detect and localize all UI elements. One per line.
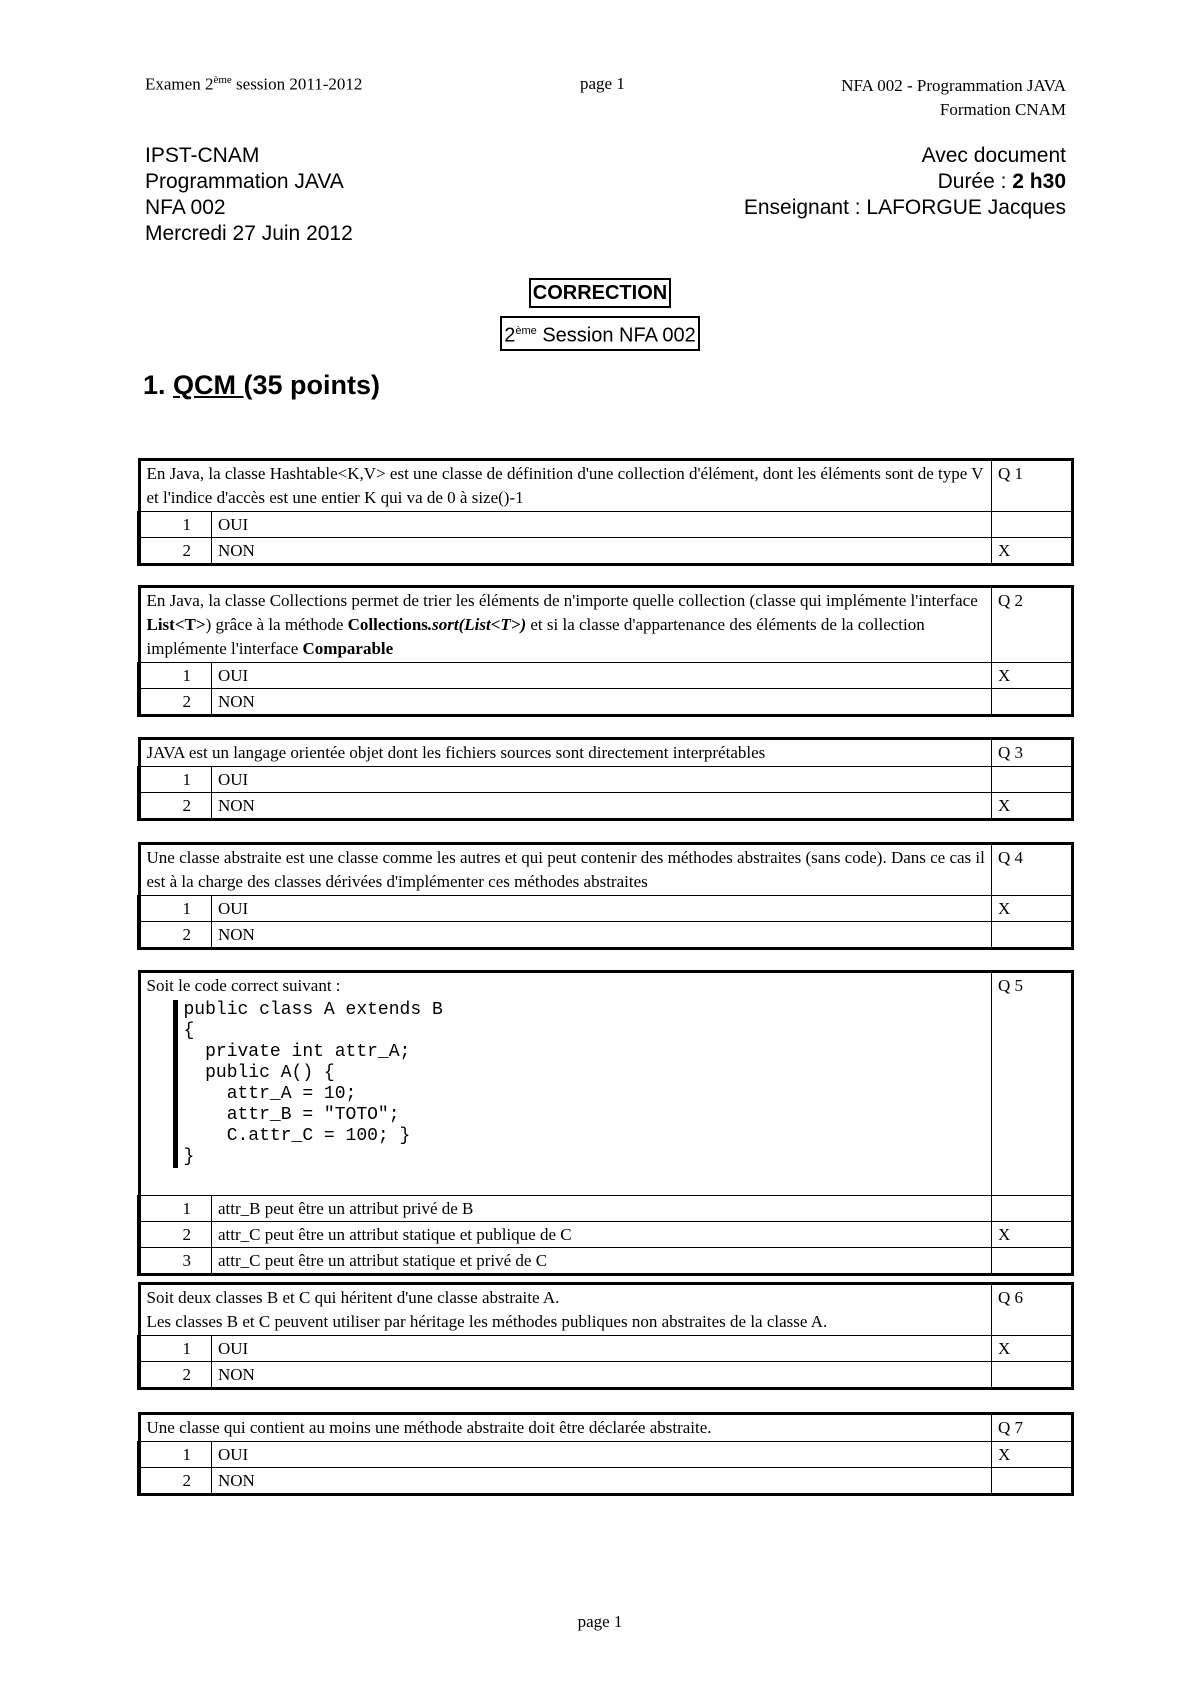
question-number: Q 3 (992, 739, 1073, 767)
stem-collections: Collections (347, 615, 428, 634)
option-text: NON (212, 1468, 992, 1495)
option-number: 2 (139, 1362, 212, 1389)
option-row (139, 663, 1073, 689)
option-answer (992, 767, 1073, 793)
header-formation: Formation CNAM (939, 100, 1066, 119)
option-number: 1 (139, 663, 212, 689)
option-answer (992, 1196, 1073, 1222)
title-wrap (0, 278, 1200, 308)
header-left-sup: ème (213, 74, 232, 86)
question-number: Q 6 (992, 1284, 1073, 1336)
info-right-block (744, 143, 1066, 221)
session-sup: ème (515, 325, 537, 337)
stem-line: Les classes B et C peuvent utiliser par héritage les méthodes publiques non abstraites de la classe A. (146, 1312, 828, 1331)
info-date: Mercredi 27 Juin 2012 (145, 222, 353, 245)
correction-title: CORRECTION (529, 278, 671, 308)
option-answer (992, 1468, 1073, 1495)
stem-comparable: Comparable (302, 639, 394, 658)
question-stem (139, 972, 992, 1196)
option-row (139, 922, 1073, 949)
stem-part: En Java, la classe Collections permet de trier les éléments de n'importe quelle collection (classe qui implémente l'interface (146, 591, 978, 610)
question-stem (139, 1284, 992, 1336)
session-suffix: Session NFA 002 (536, 324, 696, 347)
option-text: NON (212, 689, 992, 716)
option-text: OUI (212, 1336, 992, 1362)
option-text: NON (212, 538, 992, 565)
session-title (500, 316, 700, 351)
stem-list-type: List<T> (146, 615, 206, 634)
option-text: attr_C peut être un attribut statique et publique de C (212, 1222, 992, 1248)
option-row (139, 1362, 1073, 1389)
stem-text: Soit le code correct suivant : (146, 976, 341, 995)
section-points: (35 points) (243, 370, 381, 400)
question-stem: Une classe qui contient au moins une méthode abstraite doit être déclarée abstraite. (139, 1414, 992, 1442)
duration-value: 2 h30 (1012, 170, 1066, 193)
duration-label: Durée : (937, 170, 1013, 193)
option-number: 1 (139, 767, 212, 793)
question-table-q7 (137, 1412, 1074, 1496)
info-course: Programmation JAVA (145, 170, 344, 193)
option-answer: X (992, 1222, 1073, 1248)
question-number: Q 5 (992, 972, 1073, 1196)
option-row (139, 767, 1073, 793)
option-text: NON (212, 922, 992, 949)
option-answer (992, 1362, 1073, 1389)
question-table-q6 (137, 1282, 1074, 1390)
option-row (139, 1196, 1073, 1222)
header-left-suffix: session 2011-2012 (231, 74, 363, 94)
header-course-title: NFA 002 - Programmation JAVA (841, 76, 1066, 95)
question-stem: En Java, la classe Hashtable<K,V> est une classe de définition d'une collection d'élément, dont les éléments sont de type V et l'indice d'accès est une entier K qui va de 0 à size()-1 (139, 460, 992, 512)
option-row (139, 1248, 1073, 1275)
info-teacher: Enseignant : LAFORGUE Jacques (743, 196, 1066, 219)
question-stem: JAVA est un langage orientée objet dont les fichiers sources sont directement interprétables (139, 739, 992, 767)
question-table-q4 (137, 842, 1074, 950)
question-number: Q 2 (992, 587, 1073, 663)
stem-part: et si la classe d'appartenance des éléments de la collection implémente l'interface (146, 615, 925, 658)
option-row (139, 689, 1073, 716)
section-number: 1. (143, 370, 174, 400)
footer-page-number: page 1 (577, 1612, 623, 1631)
section-qcm: QCM (173, 370, 244, 400)
option-text: attr_B peut être un attribut privé de B (212, 1196, 992, 1222)
question-table-q1 (137, 458, 1074, 566)
option-answer: X (992, 1336, 1073, 1362)
option-answer: X (992, 538, 1073, 565)
option-number: 2 (139, 538, 212, 565)
option-row (139, 1336, 1073, 1362)
info-left-block (145, 143, 353, 247)
option-number: 2 (139, 793, 212, 820)
option-row (139, 896, 1073, 922)
header-course (841, 74, 1066, 122)
option-answer: X (992, 1442, 1073, 1468)
question-number: Q 7 (992, 1414, 1073, 1442)
question-number: Q 1 (992, 460, 1073, 512)
header-exam-session (145, 74, 362, 95)
option-text: NON (212, 1362, 992, 1389)
option-text: OUI (212, 512, 992, 538)
option-row (139, 1442, 1073, 1468)
session-prefix: 2 (504, 324, 516, 347)
option-text: OUI (212, 663, 992, 689)
option-row (139, 1222, 1073, 1248)
option-number: 1 (139, 512, 212, 538)
option-text: OUI (212, 767, 992, 793)
info-duration (744, 169, 1066, 195)
option-answer (992, 512, 1073, 538)
option-number: 3 (139, 1248, 212, 1275)
option-answer: X (992, 663, 1073, 689)
option-number: 2 (139, 689, 212, 716)
code-block: public class A extends B { private int attr_A; public A() { attr_A = 10; attr_B = "TOTO"; C.attr_C = 100; } } (173, 1000, 986, 1168)
option-row (139, 1468, 1073, 1495)
option-number: 2 (139, 1468, 212, 1495)
option-answer: X (992, 793, 1073, 820)
option-number: 1 (139, 1336, 212, 1362)
stem-part: ) grâce à la méthode (205, 615, 348, 634)
question-table-q2 (137, 585, 1074, 717)
option-text: NON (212, 793, 992, 820)
section-heading (143, 370, 380, 401)
question-table-q5 (137, 970, 1074, 1276)
option-number: 2 (139, 922, 212, 949)
question-number: Q 4 (992, 844, 1073, 896)
header-left-prefix: Examen 2 (145, 74, 214, 94)
option-answer: X (992, 896, 1073, 922)
question-stem: Une classe abstraite est une classe comme les autres et qui peut contenir des méthodes abstraites (sans code). Dans ce cas il est à la charge des classes dérivées d'implémenter ces méthodes abstraites (139, 844, 992, 896)
option-row (139, 538, 1073, 565)
option-answer (992, 1248, 1073, 1275)
question-stem (139, 587, 992, 663)
option-row (139, 793, 1073, 820)
stem-sort-method: .sort(List<T>) (427, 615, 527, 634)
header-page-number: page 1 (580, 74, 625, 93)
option-answer (992, 689, 1073, 716)
option-text: OUI (212, 1442, 992, 1468)
option-number: 1 (139, 896, 212, 922)
question-table-q3 (137, 737, 1074, 821)
option-answer (992, 922, 1073, 949)
info-document: Avec document (921, 144, 1066, 167)
session-wrap (0, 316, 1200, 351)
option-text: OUI (212, 896, 992, 922)
option-text: attr_C peut être un attribut statique et privé de C (212, 1248, 992, 1275)
info-code: NFA 002 (145, 196, 226, 219)
info-school: IPST-CNAM (145, 144, 260, 167)
option-number: 1 (139, 1442, 212, 1468)
option-number: 1 (139, 1196, 212, 1222)
option-number: 2 (139, 1222, 212, 1248)
option-row (139, 512, 1073, 538)
stem-line: Soit deux classes B et C qui héritent d'une classe abstraite A. (146, 1288, 560, 1307)
